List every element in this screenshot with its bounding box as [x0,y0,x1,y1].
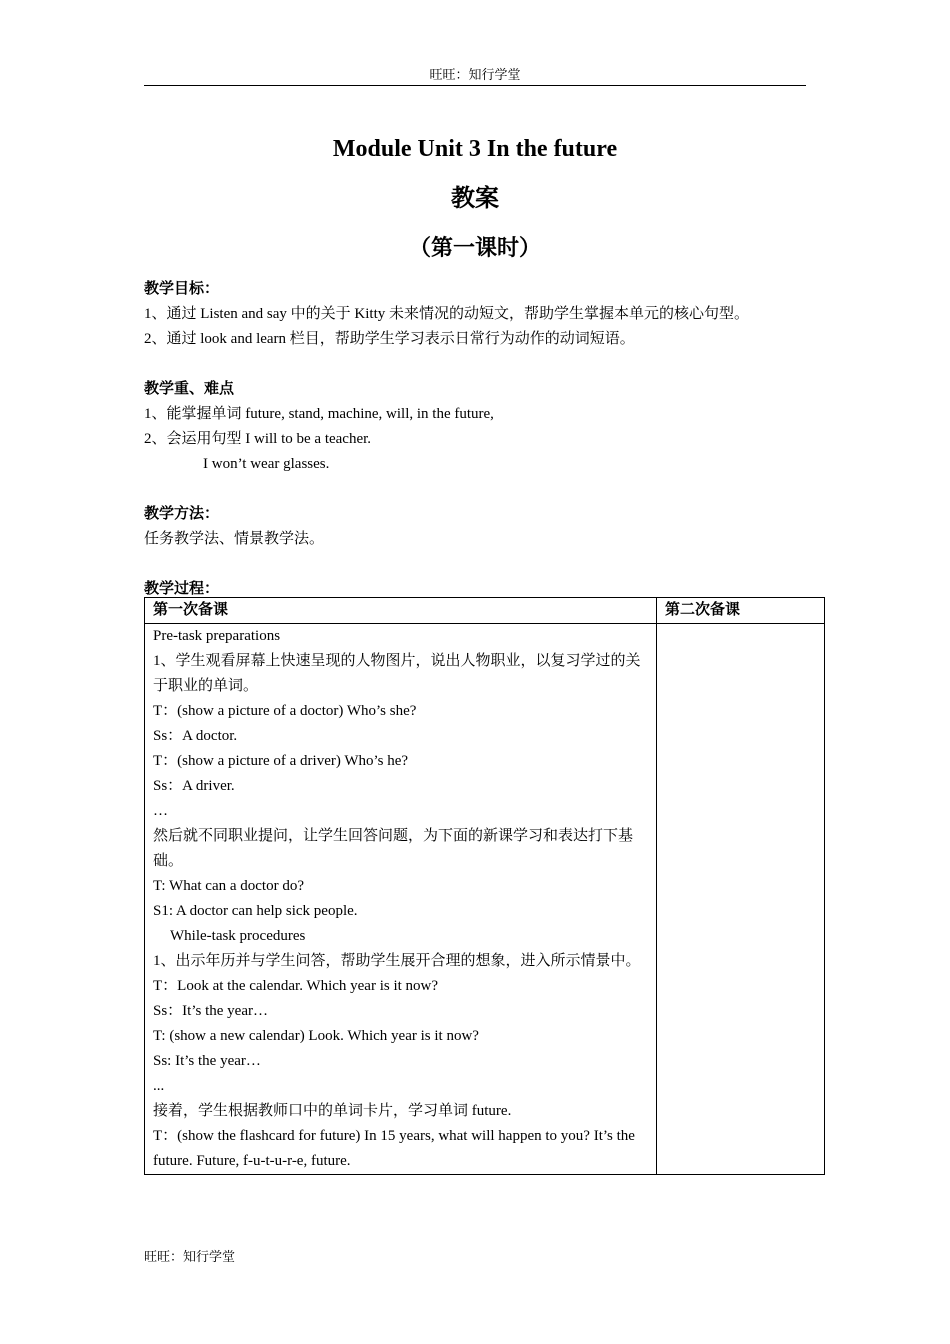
process-line: S1: A doctor can help sick people. [153,903,358,919]
key-point-item: 1、能掌握单词 future, stand, machine, will, in the future, [144,406,494,422]
process-line: 然后就不同职业提问，让学生回答问题，为下面的新课学习和表达打下基础。 [153,828,634,869]
lesson-number: （第一课时） [408,235,541,260]
process-line: Ss：A driver. [153,778,235,794]
lesson-overview [144,277,824,602]
process-line: T：(show the flashcard for future) In 15 years, what will happen to you? It’s the future. Future, f-u-t-u-r-e, future. [153,1128,635,1169]
process-line: Ss：A doctor. [153,728,238,744]
process-line: T: What can a doctor do? [153,878,304,894]
process-line: … [153,803,168,819]
process-line: Ss：It’s the year… [153,1003,268,1019]
first-prep-header: 第一次备课 [145,598,657,624]
process-line: 接着，学生根据教师口中的单词卡片，学习单词 future. [153,1103,512,1119]
methods-heading: 教学方法： [144,506,220,522]
process-line: While-task procedures [170,928,306,944]
process-line: 1、出示年历并与学生问答，帮助学生展开合理的想象，进入所示情景中。 [153,953,641,969]
objectives-heading: 教学目标： [144,281,220,297]
first-prep-cell [145,624,657,1175]
process-line: 1、学生观看屏幕上快速呈现的人物图片，说出人物职业，以复习学过的关于职业的单词。 [153,653,641,694]
page-footer: 旺旺：知行学堂 [144,1249,236,1264]
process-line: T：(show a picture of a driver) Who’s he? [153,753,409,769]
objective-item: 1、通过 Listen and say 中的关于 Kitty 未来情况的动短文，帮助学生掌握本单元的核心句型。 [144,306,749,322]
key-points-heading: 教学重、难点 [144,381,235,397]
second-prep-header: 第二次备课 [657,598,825,624]
process-line: Pre-task preparations [153,628,281,644]
process-line: T：Look at the calendar. Which year is it now? [153,978,439,994]
process-line: T：(show a picture of a doctor) Who’s she? [153,703,417,719]
page-header: 旺旺：知行学堂 [144,66,806,86]
process-line: ... [153,1078,165,1094]
key-point-item: 2、会运用句型 I will to be a teacher. [144,431,372,447]
document-title: Module Unit 3 In the future [332,136,618,162]
process-line: Ss: It’s the year… [153,1053,261,1069]
objective-item: 2、通过 look and learn 栏目，帮助学生学习表示日常行为动作的动词短语。 [144,331,635,347]
second-prep-cell [657,624,825,1175]
key-point-item: I won’t wear glasses. [203,456,330,472]
lesson-process-table [144,597,825,1175]
document-subtitle: 教案 [451,186,499,212]
process-line: T: (show a new calendar) Look. Which year is it now? [153,1028,479,1044]
methods-text: 任务教学法、情景教学法。 [144,531,325,547]
process-heading: 教学过程： [144,581,220,597]
